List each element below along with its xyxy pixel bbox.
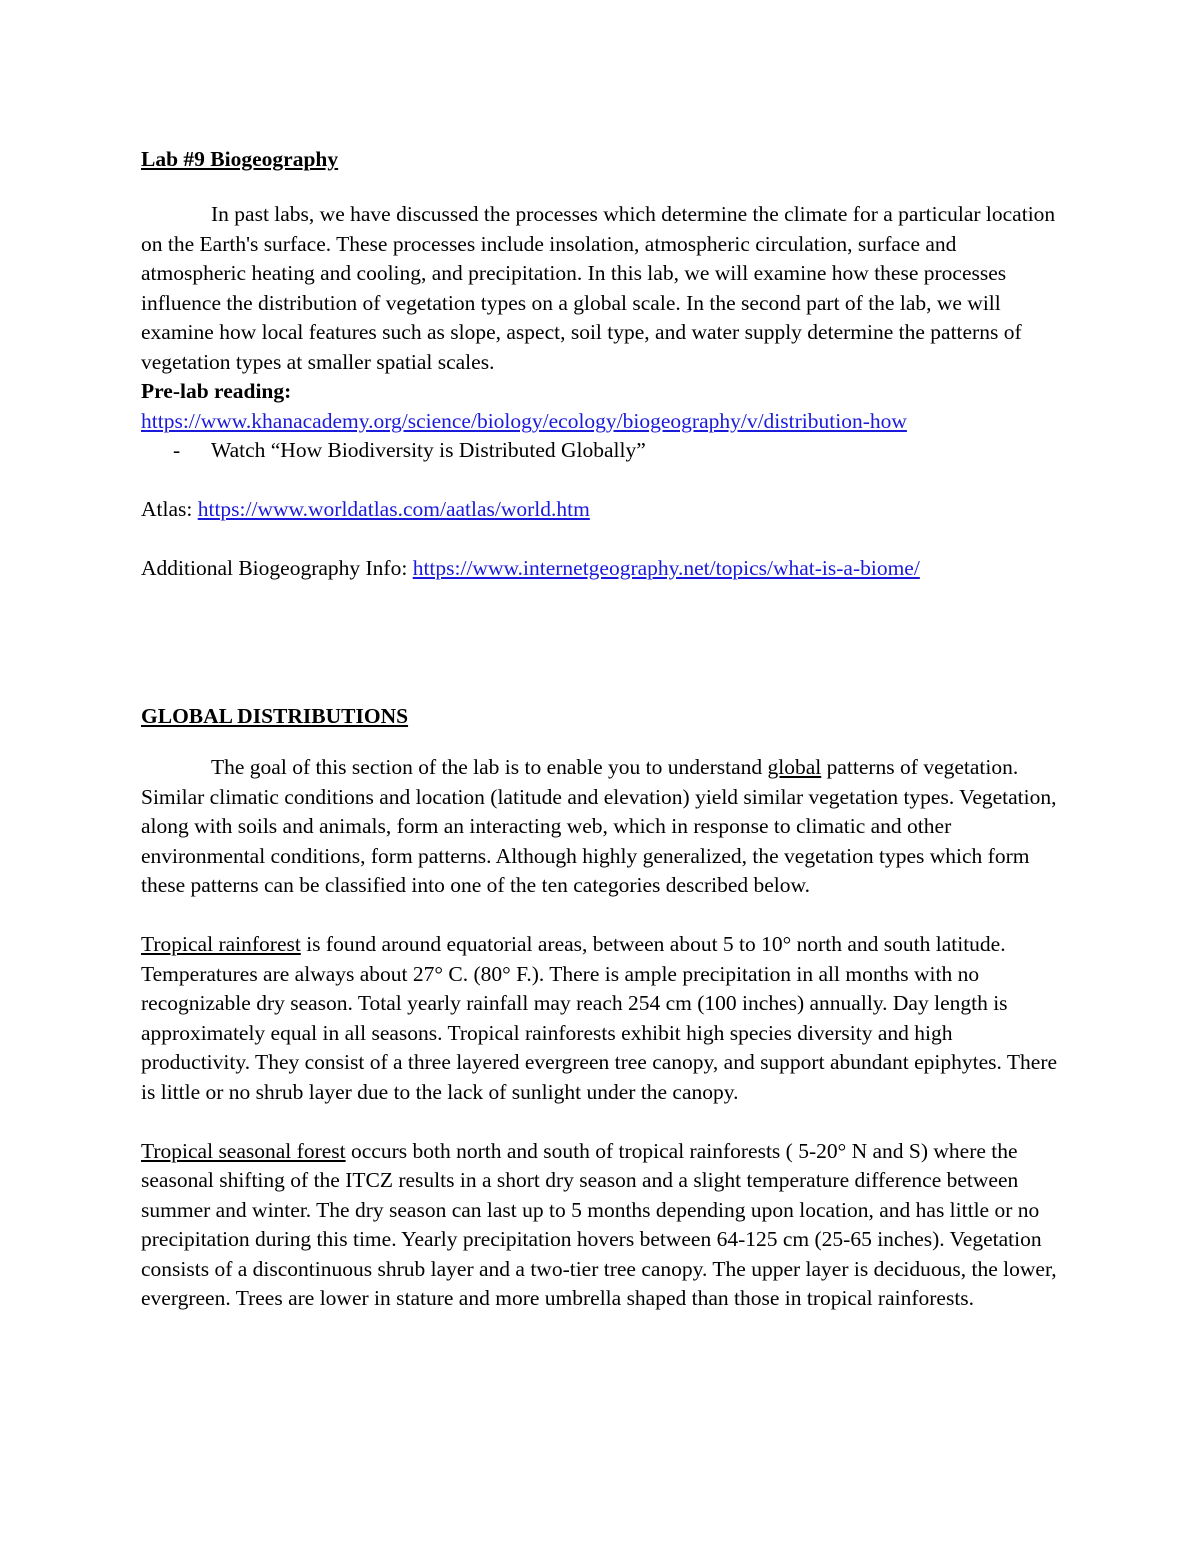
blank-line	[141, 525, 1061, 555]
section-heading: GLOBAL DISTRIBUTIONS	[141, 703, 409, 728]
prelab-link-line	[141, 407, 1061, 437]
additional-info-label: Additional Biogeography Info:	[141, 556, 413, 580]
biome-paragraph-tropical-seasonal-forest	[141, 1137, 1061, 1314]
document-page	[141, 140, 1061, 1314]
atlas-label: Atlas:	[141, 497, 198, 521]
additional-info-link[interactable]: https://www.internetgeography.net/topics/what-is-a-biome/	[412, 556, 920, 580]
biome-description: is found around equatorial areas, between about 5 to 10° north and south latitude. Temperatures are always about 27° C. (80° F.). There is ample precipitation in all months with no recognizable dry season. Total yearly rainfall may reach 254 cm (100 inches) annually. Day length is approximately equal in all seasons. Tropical rainforests exhibit high species diversity and high productivity. They consist of a three layered evergreen tree canopy, and support abundant epiphytes. There is little or no shrub layer due to the lack of sunlight under the canopy.	[141, 932, 1058, 1104]
global-intro-paragraph	[141, 753, 1061, 901]
global-intro-text-start: The goal of this section of the lab is to enable you to understand	[211, 755, 768, 779]
prelab-link[interactable]: https://www.khanacademy.org/science/biology/ecology/biogeography/v/distribution-how	[141, 408, 907, 433]
global-intro-text-end: patterns of vegetation. Similar climatic conditions and location (latitude and elevation) yield similar vegetation types. Vegetation, along with soils and animals, form an interacting web, which in response to climatic and other environmental conditions, form patterns. Although highly generalized, the vegetation types which form these patterns can be classified into one of the ten categories described below.	[141, 755, 1057, 897]
biome-description: occurs both north and south of tropical rainforests ( 5-20° N and S) where the seasonal shifting of the ITCZ results in a short dry season and a slight temperature difference between summer and winter. The dry season can last up to 5 months depending upon location, and has little or no precipitation during this time. Yearly precipitation hovers between 64-125 cm (25-65 inches). Vegetation consists of a discontinuous shrub layer and a two-tier tree canopy. The upper layer is deciduous, the lower, evergreen. Trees are lower in stature and more umbrella shaped than those in tropical rainforests.	[141, 1138, 1057, 1310]
prelab-label: Pre-lab reading:	[141, 379, 292, 403]
atlas-link[interactable]: https://www.worldatlas.com/aatlas/world.htm	[197, 497, 590, 521]
global-emphasis: global	[767, 755, 822, 779]
lab-title: Lab #9 Biogeography	[141, 147, 339, 171]
bullet-text: Watch “How Biodiversity is Distributed Globally”	[211, 438, 646, 462]
biome-term: Tropical rainforest	[141, 932, 301, 956]
bullet-dash: -	[173, 438, 181, 462]
blank-line	[141, 1107, 1061, 1137]
blank-line	[141, 466, 1061, 496]
biome-term: Tropical seasonal forest	[141, 1138, 346, 1163]
biome-paragraph-tropical-rainforest	[141, 930, 1061, 1107]
prelab-bullet	[173, 436, 1061, 466]
blank-line	[141, 901, 1061, 931]
atlas-line	[141, 495, 1061, 525]
intro-paragraph: In past labs, we have discussed the processes which determine the climate for a particular location on the Earth's surface. These processes include insolation, atmospheric circulation, surface and atmospheric heating and cooling, and precipitation. In this lab, we will examine how these processes influence the distribution of vegetation types on a global scale. In the second part of the lab, we will examine how local features such as slope, aspect, soil type, and water supply determine the patterns of vegetation types at smaller spatial scales.	[141, 202, 1056, 374]
additional-info-line	[141, 554, 1061, 584]
